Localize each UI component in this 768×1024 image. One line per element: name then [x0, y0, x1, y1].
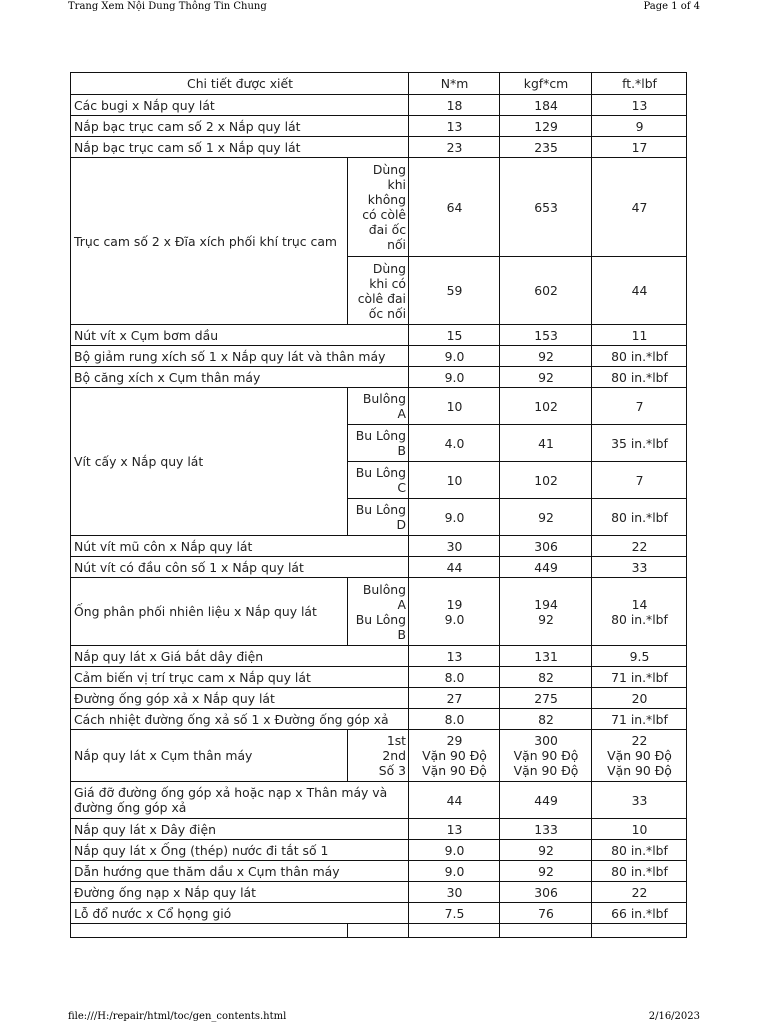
- page-number: Page 1 of 4: [643, 1, 700, 12]
- bolt-cell: Bu Lông D: [348, 499, 409, 536]
- nm-cell: 13: [409, 646, 500, 667]
- ft-cell: 71 in.*lbf: [592, 709, 687, 730]
- ft-cell: 35 in.*lbf: [592, 425, 687, 462]
- ft-cell: 47: [592, 158, 687, 257]
- ft-cell: 80 in.*lbf: [592, 367, 687, 388]
- page-header-title: Trang Xem Nội Dung Thông Tin Chung: [68, 1, 267, 12]
- ft-cell: 22 Vặn 90 Độ Vặn 90 Độ: [592, 730, 687, 782]
- table-row: [71, 388, 687, 425]
- table-row: [71, 346, 687, 367]
- empty-cell: [592, 924, 687, 938]
- table-row: [71, 536, 687, 557]
- kgf-cell: 133: [500, 819, 592, 840]
- kgf-cell: 82: [500, 667, 592, 688]
- ft-cell: 11: [592, 325, 687, 346]
- ft-cell: 20: [592, 688, 687, 709]
- part-cell: Đường ống góp xả x Nắp quy lát: [71, 688, 409, 709]
- step-cell: 1st 2nd Số 3: [348, 730, 409, 782]
- bolt-cell: Bulông A: [348, 388, 409, 425]
- nm-cell: 30: [409, 882, 500, 903]
- kgf-cell: 306: [500, 882, 592, 903]
- nm-cell: 29 Vặn 90 Độ Vặn 90 Độ: [409, 730, 500, 782]
- ft-cell: 7: [592, 388, 687, 425]
- table-row: [71, 158, 687, 257]
- kgf-cell: 92: [500, 840, 592, 861]
- column-header-ftlbf: ft.*lbf: [592, 73, 687, 95]
- column-header-part: Chi tiết được xiết: [71, 73, 409, 95]
- kgf-cell: 153: [500, 325, 592, 346]
- page-footer-date: 2/16/2023: [648, 1011, 700, 1022]
- condition-cell: Dùng khi có còlê đai ốc nối: [348, 257, 409, 325]
- table-row: [71, 730, 687, 782]
- kgf-cell: 82: [500, 709, 592, 730]
- ft-cell: 10: [592, 819, 687, 840]
- page-footer-path: file:///H:/repair/html/toc/gen_contents.html: [68, 1011, 287, 1022]
- nm-cell: 9.0: [409, 499, 500, 536]
- kgf-cell: 275: [500, 688, 592, 709]
- kgf-cell: 300 Vặn 90 Độ Vặn 90 Độ: [500, 730, 592, 782]
- nm-cell: 15: [409, 325, 500, 346]
- nm-cell: 9.0: [409, 840, 500, 861]
- ft-cell: 22: [592, 536, 687, 557]
- part-cell: Bộ căng xích x Cụm thân máy: [71, 367, 409, 388]
- table-row: [71, 557, 687, 578]
- part-cell: Nắp quy lát x Giá bắt dây điện: [71, 646, 409, 667]
- empty-cell: [71, 924, 348, 938]
- table-row-continued: [71, 924, 687, 938]
- table-row: [71, 688, 687, 709]
- table-row: [71, 861, 687, 882]
- part-cell: Lỗ đổ nước x Cổ họng gió: [71, 903, 409, 924]
- table-row: [71, 667, 687, 688]
- table-row: [71, 903, 687, 924]
- nm-cell: 9.0: [409, 367, 500, 388]
- table-row: [71, 819, 687, 840]
- nm-cell: 13: [409, 819, 500, 840]
- kgf-cell: 102: [500, 462, 592, 499]
- part-cell: Dẫn hướng que thăm dầu x Cụm thân máy: [71, 861, 409, 882]
- table-row: [71, 95, 687, 116]
- ft-cell: 7: [592, 462, 687, 499]
- empty-cell: [500, 924, 592, 938]
- part-cell: Cách nhiệt đường ống xả số 1 x Đường ống góp xả: [71, 709, 409, 730]
- ft-cell: 80 in.*lbf: [592, 499, 687, 536]
- kgf-cell: 41: [500, 425, 592, 462]
- kgf-cell: 653: [500, 158, 592, 257]
- kgf-cell: 449: [500, 782, 592, 819]
- nm-cell: 59: [409, 257, 500, 325]
- ft-cell: 33: [592, 782, 687, 819]
- nm-cell: 13: [409, 116, 500, 137]
- kgf-cell: 92: [500, 499, 592, 536]
- table-row: [71, 578, 687, 646]
- ft-cell: 9: [592, 116, 687, 137]
- column-header-nm: N*m: [409, 73, 500, 95]
- ft-cell: 13: [592, 95, 687, 116]
- nm-cell: 18: [409, 95, 500, 116]
- nm-cell: 10: [409, 388, 500, 425]
- part-cell: Vít cấy x Nắp quy lát: [71, 388, 348, 536]
- kgf-cell: 306: [500, 536, 592, 557]
- table-row: [71, 137, 687, 158]
- table-header-row: [71, 73, 687, 95]
- part-cell: Đường ống nạp x Nắp quy lát: [71, 882, 409, 903]
- table-row: [71, 882, 687, 903]
- nm-cell: 27: [409, 688, 500, 709]
- kgf-cell: 102: [500, 388, 592, 425]
- kgf-cell: 235: [500, 137, 592, 158]
- table-row: [71, 325, 687, 346]
- nm-cell: 10: [409, 462, 500, 499]
- part-cell: Giá đỡ đường ống góp xả hoặc nạp x Thân máy và đường ống góp xả: [71, 782, 409, 819]
- kgf-cell: 131: [500, 646, 592, 667]
- nm-cell: 8.0: [409, 667, 500, 688]
- torque-spec-table: [70, 72, 687, 938]
- nm-cell: 19 9.0: [409, 578, 500, 646]
- column-header-kgfcm: kgf*cm: [500, 73, 592, 95]
- nm-cell: 30: [409, 536, 500, 557]
- kgf-cell: 184: [500, 95, 592, 116]
- nm-cell: 7.5: [409, 903, 500, 924]
- ft-cell: 9.5: [592, 646, 687, 667]
- table-row: [71, 116, 687, 137]
- kgf-cell: 76: [500, 903, 592, 924]
- nm-cell: 8.0: [409, 709, 500, 730]
- table-row: [71, 709, 687, 730]
- ft-cell: 17: [592, 137, 687, 158]
- empty-cell: [409, 924, 500, 938]
- part-cell: Ống phân phối nhiên liệu x Nắp quy lát: [71, 578, 348, 646]
- kgf-cell: 194 92: [500, 578, 592, 646]
- condition-cell: Dùng khi không có còlê đai ốc nối: [348, 158, 409, 257]
- ft-cell: 14 80 in.*lbf: [592, 578, 687, 646]
- part-cell: Nắp bạc trục cam số 2 x Nắp quy lát: [71, 116, 409, 137]
- kgf-cell: 602: [500, 257, 592, 325]
- ft-cell: 71 in.*lbf: [592, 667, 687, 688]
- part-cell: Nắp quy lát x Ống (thép) nước đi tắt số 1: [71, 840, 409, 861]
- part-cell: Bộ giảm rung xích số 1 x Nắp quy lát và thân máy: [71, 346, 409, 367]
- kgf-cell: 92: [500, 367, 592, 388]
- kgf-cell: 92: [500, 861, 592, 882]
- ft-cell: 22: [592, 882, 687, 903]
- table-row: [71, 367, 687, 388]
- part-cell: Nút vít x Cụm bơm dầu: [71, 325, 409, 346]
- kgf-cell: 129: [500, 116, 592, 137]
- bolt-cell: Bulông A Bu Lông B: [348, 578, 409, 646]
- part-cell: Nắp quy lát x Cụm thân máy: [71, 730, 348, 782]
- ft-cell: 44: [592, 257, 687, 325]
- kgf-cell: 449: [500, 557, 592, 578]
- part-cell: Các bugi x Nắp quy lát: [71, 95, 409, 116]
- bolt-cell: Bu Lông B: [348, 425, 409, 462]
- table-row: [71, 782, 687, 819]
- ft-cell: 33: [592, 557, 687, 578]
- nm-cell: 9.0: [409, 346, 500, 367]
- ft-cell: 80 in.*lbf: [592, 861, 687, 882]
- nm-cell: 64: [409, 158, 500, 257]
- ft-cell: 66 in.*lbf: [592, 903, 687, 924]
- nm-cell: 44: [409, 557, 500, 578]
- empty-cell: [348, 924, 409, 938]
- part-cell: Nút vít mũ côn x Nắp quy lát: [71, 536, 409, 557]
- bolt-cell: Bu Lông C: [348, 462, 409, 499]
- part-cell: Nút vít có đầu côn số 1 x Nắp quy lát: [71, 557, 409, 578]
- part-cell: Cảm biến vị trí trục cam x Nắp quy lát: [71, 667, 409, 688]
- nm-cell: 44: [409, 782, 500, 819]
- part-cell: Nắp quy lát x Dây điện: [71, 819, 409, 840]
- nm-cell: 4.0: [409, 425, 500, 462]
- table-row: [71, 646, 687, 667]
- part-cell: Nắp bạc trục cam số 1 x Nắp quy lát: [71, 137, 409, 158]
- part-cell: Trục cam số 2 x Đĩa xích phối khí trục cam: [71, 158, 348, 325]
- ft-cell: 80 in.*lbf: [592, 346, 687, 367]
- nm-cell: 9.0: [409, 861, 500, 882]
- table-row: [71, 840, 687, 861]
- nm-cell: 23: [409, 137, 500, 158]
- kgf-cell: 92: [500, 346, 592, 367]
- ft-cell: 80 in.*lbf: [592, 840, 687, 861]
